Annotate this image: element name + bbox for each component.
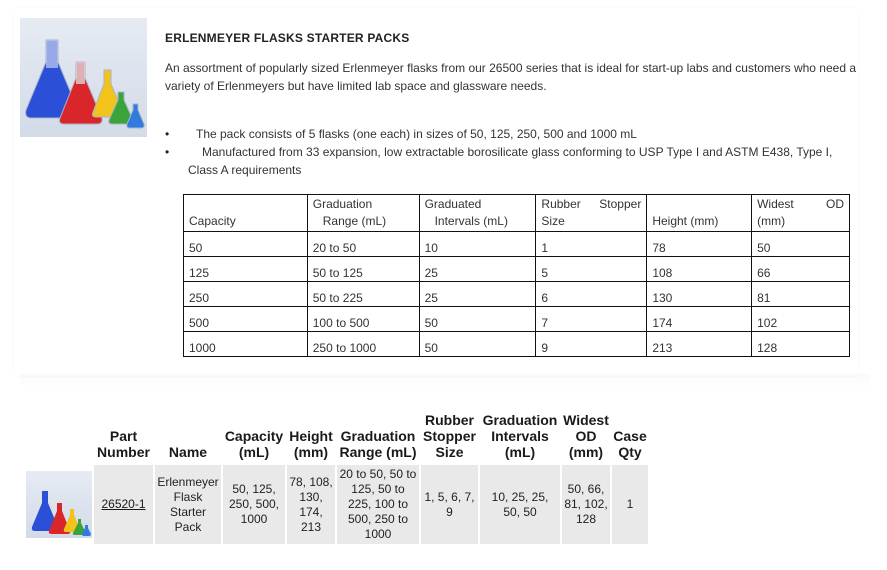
table-cell: 1, 5, 6, 7, 9 <box>421 465 478 544</box>
table-header-row <box>26 412 648 463</box>
table-cell: 50, 66, 81, 102, 128 <box>562 465 610 544</box>
table-row <box>184 307 850 332</box>
table-cell: 7 <box>536 307 647 332</box>
part-number-link[interactable]: 26520-1 <box>101 497 146 511</box>
table-cell: 78 <box>647 232 752 257</box>
table-cell: 125 <box>184 257 308 282</box>
table-cell: 108 <box>647 257 752 282</box>
header-line: Range (mL) <box>322 214 387 228</box>
header-line: Stopper <box>599 197 642 211</box>
column-header-name: Name <box>168 444 208 460</box>
table-cell: 100 to 500 <box>307 307 419 332</box>
table-cell <box>26 465 92 544</box>
table-cell: 1 <box>536 232 647 257</box>
erlenmeyer-flasks-image <box>20 18 147 137</box>
table-cell: 1 <box>612 465 648 544</box>
table-cell: 128 <box>752 332 850 357</box>
table-cell: 78, 108, 130, 174, 213 <box>287 465 335 544</box>
feature-list <box>165 125 865 179</box>
table-cell: 50 to 225 <box>307 282 419 307</box>
column-header-height: Height (mm) <box>289 428 333 460</box>
header-line: Size <box>541 214 565 228</box>
column-header-graduation-range: Graduation Range (mL) <box>339 428 417 460</box>
column-header-stopper-size <box>536 195 647 232</box>
table-cell: Erlenmeyer Flask Starter Pack <box>155 465 221 544</box>
table-cell: 213 <box>647 332 752 357</box>
table-row <box>184 332 850 357</box>
product-thumbnail-image[interactable] <box>26 471 92 538</box>
table-row <box>184 232 850 257</box>
bullet-text: Manufactured from 33 expansion, low extractable borosilicate glass conforming to USP Type I and ASTM E438, Type I, Class A requirements <box>188 145 833 177</box>
table-cell: 5 <box>536 257 647 282</box>
table-row <box>26 465 648 544</box>
table-cell: 102 <box>752 307 850 332</box>
table-cell: 25 <box>419 257 536 282</box>
section-divider <box>20 374 870 388</box>
header-line: Rubber <box>541 197 581 211</box>
page-title: ERLENMEYER FLASKS STARTER PACKS <box>165 31 410 45</box>
table-cell: 20 to 50 <box>307 232 419 257</box>
table-cell: 50 <box>752 232 850 257</box>
table-cell: 500 <box>184 307 308 332</box>
table-row <box>184 282 850 307</box>
column-header-widest-od <box>752 195 850 232</box>
column-header-capacity: Capacity (mL) <box>224 428 284 460</box>
column-header-widest-od: Widest OD (mm) <box>563 412 609 460</box>
table-cell <box>94 465 153 544</box>
intro-paragraph: An assortment of popularly sized Erlenmeyer flasks from our 26500 series that is ideal for start-up labs and customers who need a variety of Erlenmeyers but have limited lab space and glassware needs. <box>165 61 857 93</box>
table-cell: 50 <box>419 307 536 332</box>
column-header-graduation-intervals: Graduation Intervals (mL) <box>482 412 558 460</box>
specifications-table <box>183 194 850 357</box>
table-cell: 174 <box>647 307 752 332</box>
product-ordering-table <box>24 410 650 546</box>
table-cell: 250 <box>184 282 308 307</box>
table-cell: 66 <box>752 257 850 282</box>
table-cell: 250 to 1000 <box>307 332 419 357</box>
table-cell: 50 <box>184 232 308 257</box>
table-row <box>184 257 850 282</box>
header-line: Graduation <box>312 197 373 211</box>
table-cell: 130 <box>647 282 752 307</box>
header-line: Intervals (mL) <box>434 214 508 228</box>
table-cell: 20 to 50, 50 to 125, 50 to 225, 100 to 500, 250 to 1000 <box>337 465 419 544</box>
header-line: Widest <box>757 197 794 211</box>
table-cell: 6 <box>536 282 647 307</box>
table-cell: 10, 25, 25, 50, 50 <box>480 465 560 544</box>
table-header-row <box>184 195 850 232</box>
table-cell: 1000 <box>184 332 308 357</box>
header-line: Graduated <box>424 197 482 211</box>
column-header-case-qty: Case Qty <box>613 428 647 460</box>
table-cell: 25 <box>419 282 536 307</box>
column-header-graduation-range <box>307 195 419 232</box>
column-header-graduated-intervals <box>419 195 536 232</box>
column-header-part-number: Part Number <box>97 428 150 460</box>
table-cell: 50 <box>419 332 536 357</box>
bullet-text: The pack consists of 5 flasks (one each) in sizes of 50, 125, 250, 500 and 1000 mL <box>196 127 637 141</box>
column-header-height: Height (mm) <box>647 195 752 232</box>
table-cell: 50, 125, 250, 500, 1000 <box>223 465 285 544</box>
column-header-stopper-size: Rubber Stopper Size <box>423 412 476 460</box>
table-cell: 10 <box>419 232 536 257</box>
column-header-capacity: Capacity <box>184 195 308 232</box>
list-item <box>165 125 865 143</box>
header-line: (mm) <box>757 214 786 228</box>
column-header-image <box>26 412 92 463</box>
list-item <box>165 143 865 179</box>
table-cell: 81 <box>752 282 850 307</box>
table-cell: 9 <box>536 332 647 357</box>
table-cell: 50 to 125 <box>307 257 419 282</box>
header-line: OD <box>826 197 844 211</box>
